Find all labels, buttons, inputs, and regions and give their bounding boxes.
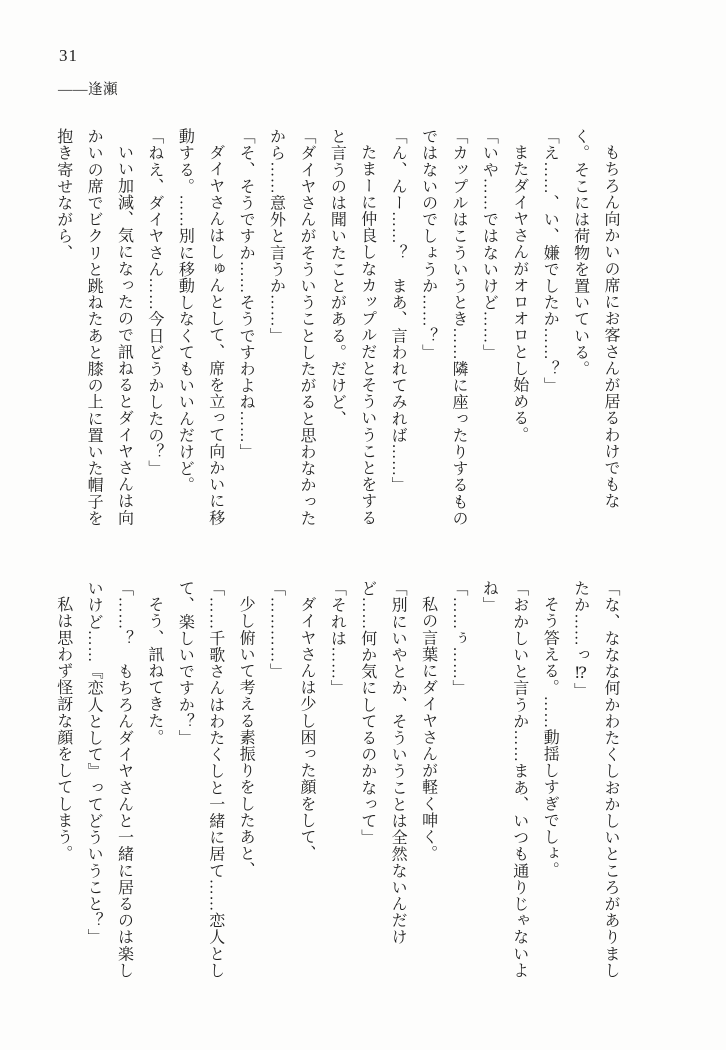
paragraph: 少し俯いて考える素振りをしたあと、 bbox=[237, 596, 255, 879]
paragraph: 「別にいやとか、そういうことは全然ないんだけど……何か気にしてるのかなって」 bbox=[358, 580, 407, 946]
paragraph: 「ダイヤさんがそういうことしたがると思わなかったから……意外と言うか……」 bbox=[267, 128, 315, 527]
paragraph: そう答える。……動揺しすぎでしょ。 bbox=[541, 596, 559, 879]
paragraph: 「カップルはこういうとき……隣に座ったりするものではないのでしょうか……？」 bbox=[419, 128, 467, 527]
paragraph: そう、訊ねてきた。 bbox=[145, 596, 163, 746]
paragraph: 私の言葉にダイヤさんが軽く呻く。 bbox=[419, 596, 437, 862]
paragraph: 「そ、そうですか……そうですわよね……」 bbox=[237, 128, 255, 460]
paragraph: またダイヤさんがオロオロとし始める。 bbox=[510, 144, 528, 443]
paragraph: たまーに仲良しなカップルだとそういうことをすると言うのは聞いたことがある。だけど、 bbox=[328, 128, 376, 526]
paragraph: 「え……、い、嫌でしたか……？」 bbox=[541, 128, 559, 394]
paragraph: 「ねえ、ダイヤさん……今日どうかしたの？」 bbox=[145, 128, 163, 477]
paragraph: 「…………」 bbox=[267, 580, 285, 680]
text-block-bottom bbox=[47, 580, 625, 993]
paragraph: 「な、ななな何かわたくしおかしいところがありましたか……っ⁉」 bbox=[571, 580, 619, 979]
paragraph: 私は思わず怪訝な顔をしてしまう。 bbox=[54, 596, 72, 862]
paragraph: もちろん向かいの席にお客さんが居るわけでもなく。そこには荷物を置いている。 bbox=[571, 128, 619, 510]
page-number: 31 bbox=[59, 46, 78, 65]
paragraph: 「いや……ではないけど……」 bbox=[480, 128, 498, 361]
paragraph: いい加減、気になったので訊ねるとダイヤさんは向かいの席でビクリと跳ねたあと膝の上に置いた帽子を抱き寄せながら、 bbox=[54, 128, 133, 527]
paragraph: 「それは……」 bbox=[328, 580, 346, 697]
paragraph: 「ん、んー……？ まあ、言われてみれば……」 bbox=[389, 128, 407, 494]
paragraph: 「……？ もちろんダイヤさんと一緒に居るのは楽しいけど……『恋人として』ってどういうこと？」 bbox=[85, 580, 133, 979]
chapter-header: ――逢瀬 bbox=[58, 82, 118, 98]
text-block-top bbox=[47, 128, 625, 541]
paragraph: ダイヤさんはしゅんとして、席を立って向かいに移動する。……別に移動しなくてもいいんだけど。 bbox=[176, 128, 224, 526]
paragraph: ダイヤさんは少し困った顔をして、 bbox=[297, 596, 315, 862]
paragraph: 「……ぅ……」 bbox=[449, 580, 467, 697]
paragraph: 「……千歌さんはわたくしと一緒に居て……恋人として、楽しいですか？」 bbox=[176, 580, 224, 979]
paragraph: 「おかしいと言うか……まあ、いつも通りじゃないよね」 bbox=[480, 580, 528, 979]
